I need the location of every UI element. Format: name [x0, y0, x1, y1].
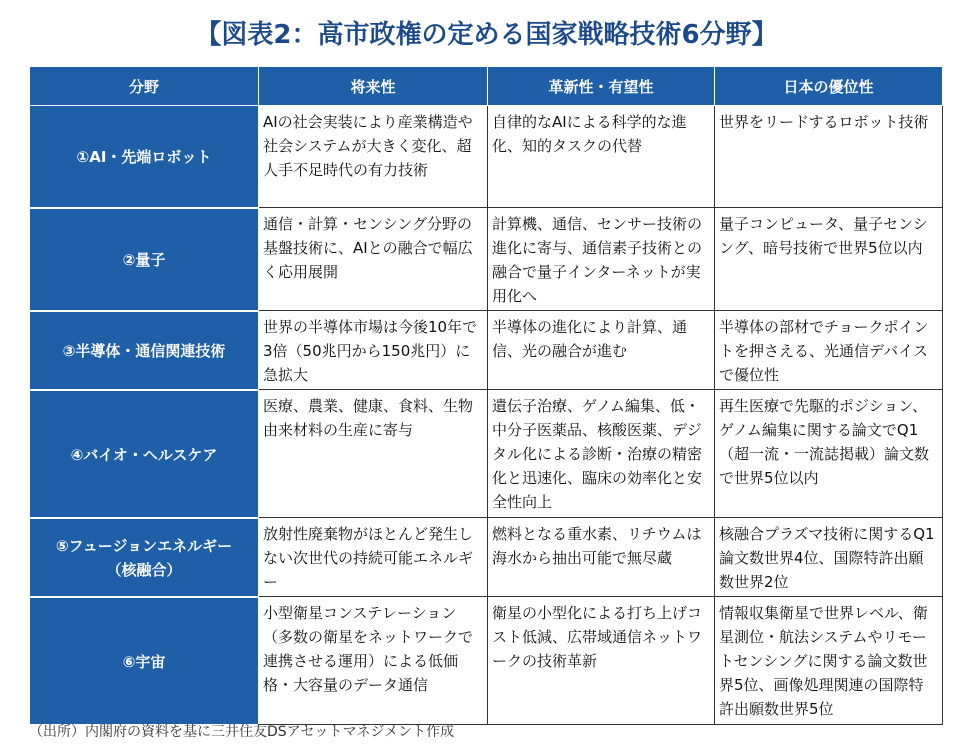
cell-innovation: 自律的なAIによる科学的な進化、知的タスクの代替: [488, 106, 715, 208]
header-future: 将来性: [259, 67, 488, 106]
cell-innovation: 計算機、通信、センサー技術の進化に寄与、通信素子技術との融合で量子インターネットが実用化へ: [488, 208, 715, 311]
row-field: ⑥宇宙: [30, 597, 259, 725]
cell-advantage: 再生医療で先駆的ポジション、ゲノム編集に関する論文でQ1（超一流・一流誌掲載）論文数で世界5位以内: [715, 390, 943, 518]
row-field: ③半導体・通信関連技術: [30, 311, 259, 390]
cell-advantage: 量子コンピュータ、量子センシング、暗号技術で世界5位以内: [715, 208, 943, 311]
table-row: [30, 390, 943, 518]
cell-advantage: 核融合プラズマ技術に関するQ1 論文数世界4位、国際特許出願数世界2位: [715, 518, 943, 597]
cell-innovation: 遺伝子治療、ゲノム編集、低・中分子医薬品、核酸医薬、デジタル化による診断・治療の精密化と迅速化、臨床の効率化と安全性向上: [488, 390, 715, 518]
table-row: [30, 106, 943, 208]
cell-future: 放射性廃棄物がほとんど発生しない次世代の持続可能エネルギー: [259, 518, 488, 597]
table-row: [30, 311, 943, 390]
header-advantage: 日本の優位性: [715, 67, 943, 106]
header-innovation: 革新性・有望性: [488, 67, 715, 106]
cell-innovation: 半導体の進化により計算、通信、光の融合が進む: [488, 311, 715, 390]
cell-future: 通信・計算・センシング分野の基盤技術に、AIとの融合で幅広く応用展開: [259, 208, 488, 311]
cell-advantage: 情報収集衛星で世界レベル、衛星測位・航法システムやリモートセンシングに関する論文数世界5位、画像処理関連の国際特許出願数世界5位: [715, 597, 943, 725]
cell-advantage: 世界をリードするロボット技術: [715, 106, 943, 208]
table-row: [30, 208, 943, 311]
header-row: [30, 67, 943, 106]
row-field: ⑤フュージョンエネルギー （核融合）: [30, 518, 259, 597]
strategy-table: [29, 66, 943, 726]
cell-innovation: 燃料となる重水素、リチウムは海水から抽出可能で無尽蔵: [488, 518, 715, 597]
page-title: 【図表2：高市政権の定める国家戦略技術6分野】: [195, 20, 778, 50]
header-field: 分野: [30, 67, 259, 106]
row-field: ①AI・先端ロボット: [30, 106, 259, 208]
row-field: ②量子: [30, 208, 259, 311]
source-note: （出所）内閣府の資料を基に三井住友DSアセットマネジメント作成: [29, 724, 455, 740]
row-field: ④バイオ・ヘルスケア: [30, 390, 259, 518]
cell-future: 世界の半導体市場は今後10年で3倍（50兆円から150兆円）に急拡大: [259, 311, 488, 390]
cell-innovation: 衛星の小型化による打ち上げコスト低減、広帯域通信ネットワークの技術革新: [488, 597, 715, 725]
cell-future: AIの社会実装により産業構造や社会システムが大きく変化、超人手不足時代の有力技術: [259, 106, 488, 208]
table-row: [30, 518, 943, 597]
table-row: [30, 597, 943, 725]
cell-future: 医療、農業、健康、食料、生物由来材料の生産に寄与: [259, 390, 488, 518]
cell-advantage: 半導体の部材でチョークポイントを押さえる、光通信デバイスで優位性: [715, 311, 943, 390]
cell-future: 小型衛星コンステレーション（多数の衛星をネットワークで連携させる運用）による低価格・大容量のデータ通信: [259, 597, 488, 725]
